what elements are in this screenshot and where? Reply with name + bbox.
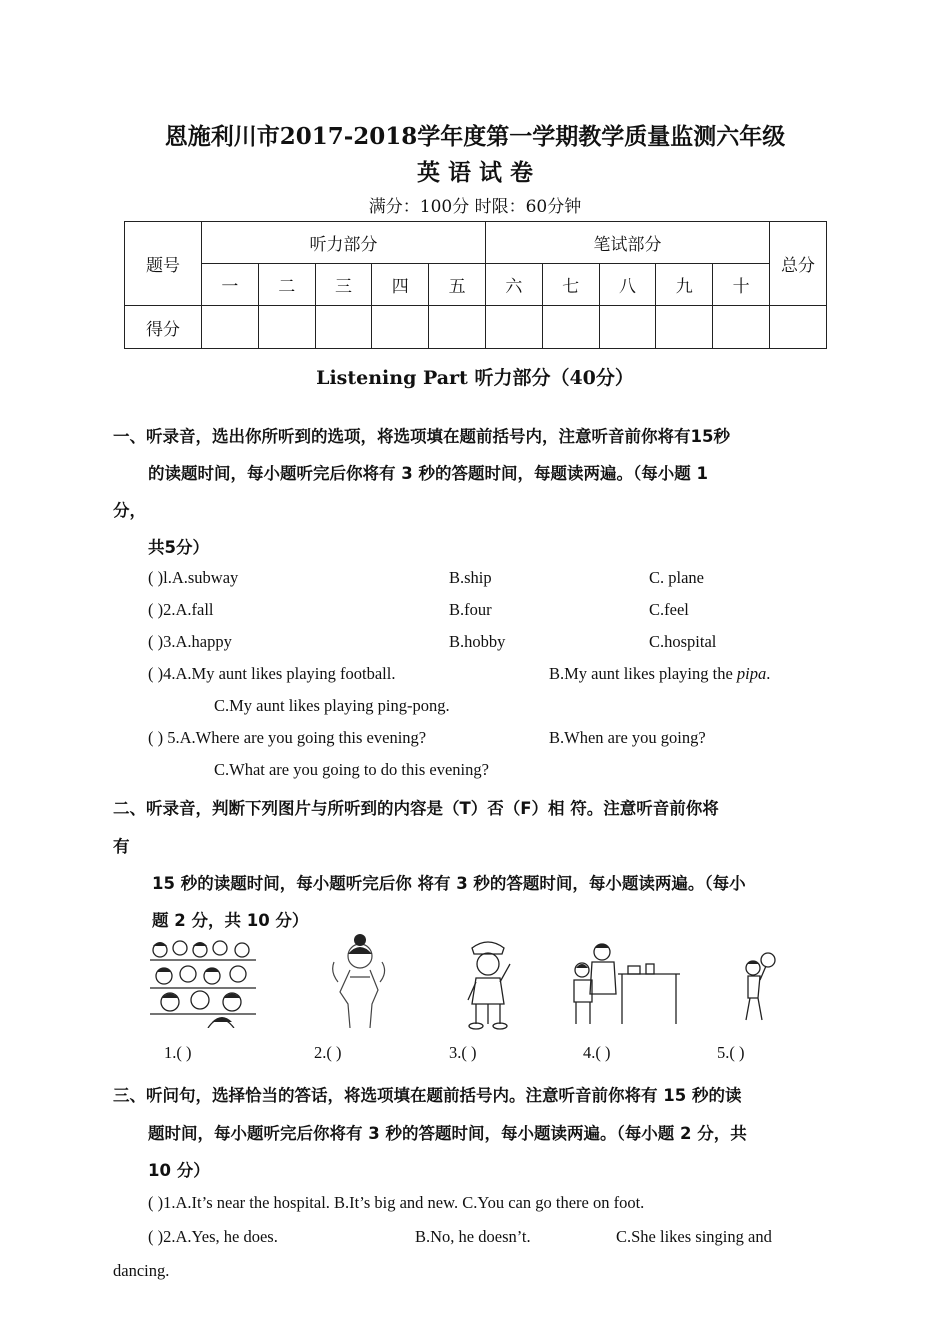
num-cell: 四 (372, 264, 429, 306)
score-cell[interactable] (315, 306, 372, 349)
num-cell: 十 (713, 264, 770, 306)
section1-instruction-line4: 共5分） (148, 538, 209, 557)
num-cell: 六 (485, 264, 542, 306)
score-cell[interactable] (372, 306, 429, 349)
section2-instruction-line2: 有 (113, 837, 130, 856)
num-cell: 八 (599, 264, 656, 306)
num-cell: 五 (429, 264, 486, 306)
s1-q4-c: C.My aunt likes playing ping-pong. (214, 696, 450, 715)
s1-q5-c: C.What are you going to do this evening? (214, 760, 489, 779)
section3-instruction-line3: 10 分） (148, 1161, 210, 1180)
s3-q2-b: B.No, he doesn’t. (415, 1227, 531, 1246)
s1-q5-a: ( ) 5.A.Where are you going this evening? (148, 728, 427, 747)
exam-title-line1: 恩施利川市2017-2018学年度第一学期教学质量监测六年级 (164, 123, 786, 150)
s1-q2-b: B.four (449, 600, 492, 619)
num-cell: 七 (542, 264, 599, 306)
s1-q3-b: B.hobby (449, 632, 506, 651)
doctor-picture (570, 940, 682, 1026)
s1-q4-a: ( )4.A.My aunt likes playing football. (148, 664, 396, 683)
s2-answer-5[interactable]: 5.( ) (717, 1043, 745, 1062)
s3-q2-c: C.She likes singing and (616, 1227, 772, 1246)
num-cell: 二 (258, 264, 315, 306)
score-cell[interactable] (202, 306, 259, 349)
police-picture (458, 934, 518, 1030)
section3-instruction-line1: 三、听问句，选择恰当的答话，将选项填在题前括号内。注意听音前你将有 15 秒的读 (113, 1086, 742, 1105)
s1-q3-a: ( )3.A.happy (148, 632, 232, 651)
s3-q1: ( )1.A.It’s near the hospital. B.It’s big and new. C.You can go there on foot. (148, 1193, 645, 1212)
section1-instruction-line1: 一、听录音，选出你所听到的选项，将选项填在题前括号内，注意听音前你将有15秒 (113, 427, 730, 446)
score-cell[interactable] (713, 306, 770, 349)
written-label: 笔试部分 (485, 222, 769, 264)
listening-heading: Listening Part 听力部分（40分） (316, 367, 634, 389)
basketball-boy-picture (738, 950, 778, 1026)
num-cell: 九 (656, 264, 713, 306)
row-label: 题号 (125, 222, 202, 306)
score-cell[interactable] (770, 306, 827, 349)
section2-instruction-line4: 题 2 分，共 10 分） (152, 911, 309, 930)
num-cell: 一 (202, 264, 259, 306)
score-label: 得分 (125, 306, 202, 349)
section1-instruction-line3: 分， (113, 501, 146, 520)
score-table (124, 221, 827, 349)
total-label: 总分 (770, 222, 827, 306)
num-cell: 三 (315, 264, 372, 306)
girl-picture (320, 932, 395, 1030)
s1-q1-a: ( )l.A.subway (148, 568, 239, 587)
s3-q2-continuation: dancing. (113, 1261, 170, 1280)
s2-answer-4[interactable]: 4.( ) (583, 1043, 611, 1062)
section1-instruction-line2: 的读题时间，每小题听完后你将有 3 秒的答题时间，每题读两遍。（每小题 1 (148, 464, 708, 483)
classroom-picture (148, 938, 258, 1028)
exam-meta: 满分：100分 时限：60分钟 (368, 197, 582, 217)
section2-instruction-line3: 15 秒的读题时间，每小题听完后你 将有 3 秒的答题时间，每小题读两遍。（每小 (152, 874, 746, 893)
score-cell[interactable] (542, 306, 599, 349)
s1-q1-b: B.ship (449, 568, 492, 587)
score-cell[interactable] (656, 306, 713, 349)
score-cell[interactable] (485, 306, 542, 349)
s2-answer-1[interactable]: 1.( ) (164, 1043, 192, 1062)
s1-q5-b: B.When are you going? (549, 728, 706, 747)
score-cell[interactable] (429, 306, 486, 349)
exam-title-line2: 英 语 试 卷 (416, 159, 534, 186)
score-cell[interactable] (258, 306, 315, 349)
s3-q2-a: ( )2.A.Yes, he does. (148, 1227, 278, 1246)
s2-answer-3[interactable]: 3.( ) (449, 1043, 477, 1062)
s1-q1-c: C. plane (649, 568, 704, 587)
s1-q4-b: B.My aunt likes playing the pipa. (549, 664, 771, 683)
section2-instruction-line1: 二、听录音，判断下列图片与所听到的内容是（T）否（F）相 符。注意听音前你将 (113, 799, 719, 818)
score-cell[interactable] (599, 306, 656, 349)
s1-q2-c: C.feel (649, 600, 689, 619)
s1-q2-a: ( )2.A.fall (148, 600, 214, 619)
s1-q3-c: C.hospital (649, 632, 717, 651)
section3-instruction-line2: 题时间，每小题听完后你将有 3 秒的答题时间，每小题读两遍。（每小题 2 分，共 (148, 1124, 747, 1143)
s2-answer-2[interactable]: 2.( ) (314, 1043, 342, 1062)
listening-label: 听力部分 (202, 222, 486, 264)
